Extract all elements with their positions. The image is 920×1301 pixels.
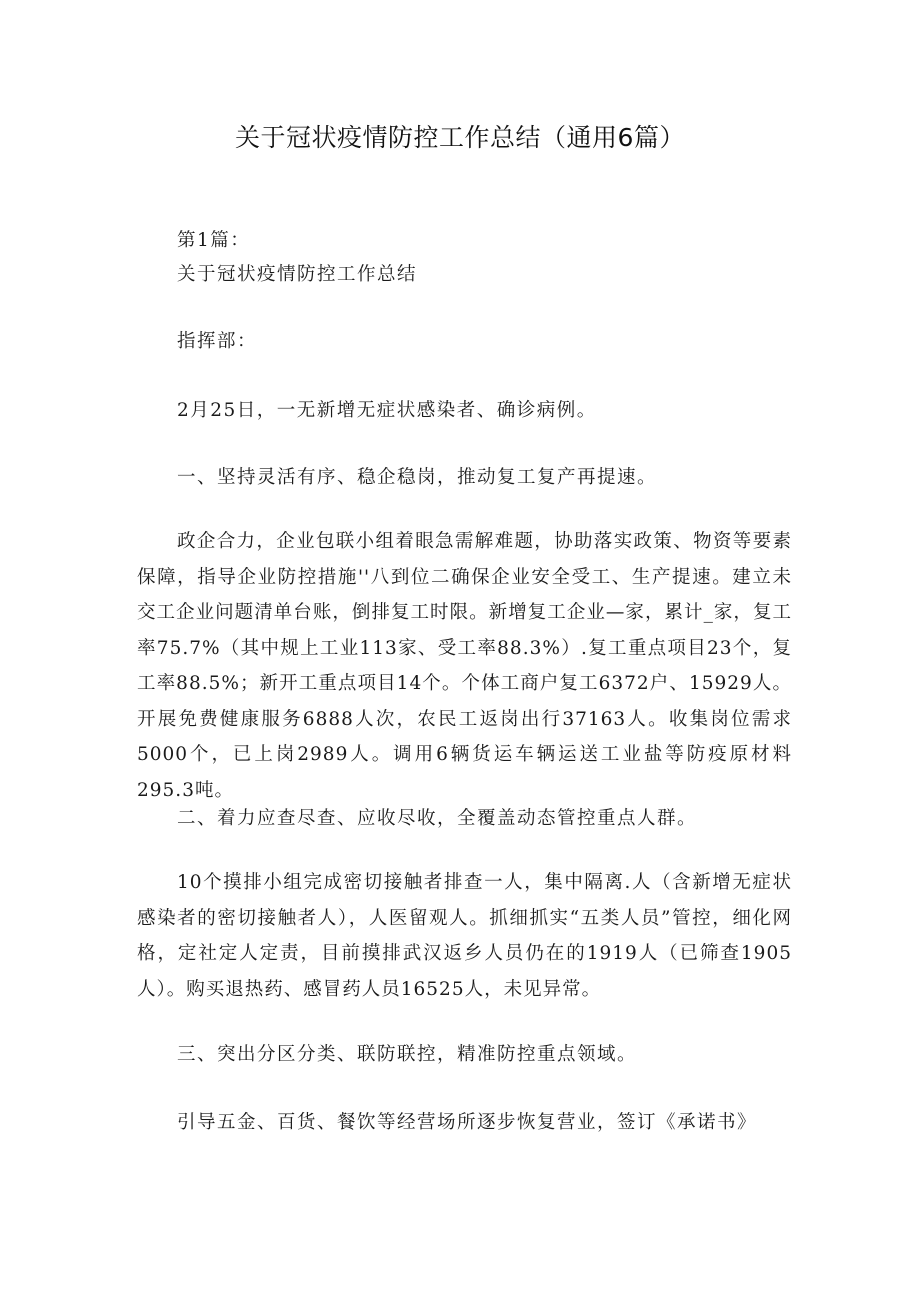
heading-2: 二、着力应查尽查、应收尽收，全覆盖动态管控重点人群。: [177, 808, 698, 829]
date-line: 2月25日，一无新增无症状感染者、确诊病例。: [177, 400, 597, 421]
section-label: 第1篇：: [177, 230, 251, 251]
heading-1: 一、坚持灵活有序、稳企稳岗，推动复工复产再提速。: [177, 467, 658, 488]
heading-3: 三、突出分区分类、联防联控，精准防控重点领域。: [177, 1044, 638, 1065]
paragraph-3: 引导五金、百货、餐饮等经营场所逐步恢复营业，签订《承诺书》: [177, 1112, 758, 1133]
section-title: 关于冠状疫情防控工作总结: [177, 264, 418, 285]
addressee: 指挥部：: [177, 331, 258, 352]
paragraph-1: 政企合力，企业包联小组着眼急需解难题，协助落实政策、物资等要素保障，指导企业防控措施''八到位二确保企业安全受工、生产提速。建立未交工企业问题清单台账，倒排复工时限。新增复工企业—家，累计_家，复工率75.7%（其中规上工业113家、受工率88.3%）.复工重点项目23个，复工率88.5%；新开工重点项目14个。个体工商户复工6372户、15929人。开展免费健康服务6888人次，农民工返岗出行37163人。收集岗位需求5000个，已上岗2989人。调用6辆货运车辆运送工业盐等防疫原材料295.3吨。: [137, 531, 792, 801]
paragraph-2: 10个摸排小组完成密切接触者排查一人，集中隔离.人（含新增无症状感染者的密切接触者人），人医留观人。抓细抓实“五类人员”管控，细化网格，定社定人定责，目前摸排武汉返乡人员仍在的1919人（已筛查1905人）。购买退热药、感冒药人员16525人，未见异常。: [137, 872, 792, 1000]
document-title: 关于冠状疫情防控工作总结（通用6篇）: [235, 123, 685, 152]
